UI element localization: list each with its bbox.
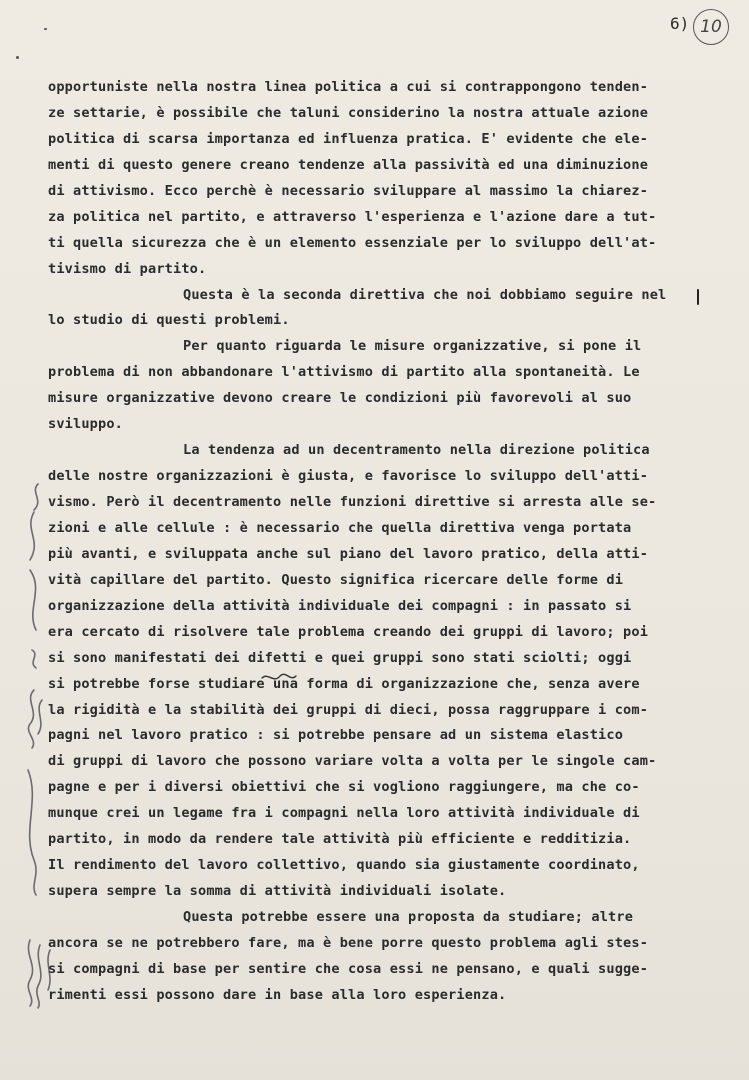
text-line: munque crei un legame fra i compagni nella loro attività individuale di [48,805,640,822]
paragraph-3 [48,438,708,905]
text-line: La tendenza ad un decentramento nella direzione politica [183,442,650,459]
text-line: partito, in modo da rendere tale attività più efficiente e redditizia. [48,831,632,848]
text-line: misure organizzative devono creare le condizioni più favorevoli al suo [48,390,632,407]
paragraph-2 [48,334,708,438]
text-line: politica di scarsa importanza ed influenza pratica. E' evidente che ele- [48,130,649,147]
text-line: era cercato di risolvere tale problema creando dei gruppi di lavoro; poi [48,623,649,640]
text-line: di attivismo. Ecco perchè è necessario sviluppare al massimo la chiarez- [48,182,649,199]
text-line: menti di questo genere creano tendenze alla passività ed una diminuzione [48,156,649,173]
text-line: Questa è la seconda direttiva che noi dobbiamo seguire nel [183,286,667,303]
margin-squiggle-mark [37,945,41,1008]
text-line: Il rendimento del lavoro collettivo, quando sia giustamente coordinato, [48,857,640,874]
text-line: zioni e alle cellule : è necessario che quella direttiva venga portata [48,519,632,536]
text-line: problema di non abbandonare l'attivismo di partito alla spontaneità. Le [48,364,640,381]
margin-bracket-mark [30,570,36,630]
margin-squiggle-mark [28,690,34,748]
text-line: ancora se ne potrebbero fare, ma è bene porre questo problema agli stes- [48,934,649,951]
text-line: si potrebbe forse studiare una forma di organizzazione che, senza avere [48,675,640,692]
text-line: pagne e per i diversi obiettivi che si vogliono raggiungere, ma che co- [48,779,640,796]
margin-squiggle-mark [28,940,32,1006]
text-line: lo studio di questi problemi. [48,312,290,329]
text-line: supera sempre la somma di attività individuali isolate. [48,883,507,900]
text-line: organizzazione della attività individuale dei compagni : in passato si [48,597,632,614]
text-line: opportuniste nella nostra linea politica a cui si contrappongono tenden- [48,79,649,95]
text-line: si sono manifestati dei difetti e quei gruppi sono stati sciolti; oggi [48,649,632,666]
text-line: vismo. Però il decentramento nelle funzioni direttive si arresta alle se- [48,494,657,510]
margin-bracket-mark [34,484,38,510]
typed-text-body [48,75,708,1009]
margin-bracket-mark [28,770,36,895]
page-number: 6) [670,14,690,33]
text-line: rimenti essi possono dare in base alla loro esperienza. [48,986,507,1003]
text-line: la rigidità e la stabilità dei gruppi di dieci, possa raggruppare i com- [48,701,649,718]
text-line: vità capillare del partito. Questo significa ricercare delle forme di [48,571,624,588]
text-line: Questa potrebbe essere una proposta da studiare; altre [183,909,634,925]
text-line: di gruppi di lavoro che possono variare volta a volta per le singole cam- [48,753,657,770]
text-line: tivismo di partito. [48,260,207,277]
paragraph-0 [48,75,708,283]
margin-bracket-mark [30,512,34,560]
handwritten-circled-page-number: 10 [693,9,729,45]
text-line: più avanti, e sviluppata anche sul piano del lavoro pratico, della atti- [48,545,649,562]
text-line: ti quella sicurezza che è un elemento essenziale per lo sviluppo dell'at- [48,234,657,251]
paragraph-4 [48,905,708,1009]
paragraph-1 [48,283,708,335]
text-line: delle nostre organizzazioni è giusta, e favorisce lo sviluppo dell'atti- [48,468,649,485]
text-line: si compagni di base per sentire che cosa essi ne pensano, e quali sugge- [48,960,649,977]
text-line: Per quanto riguarda le misure organizzative, si pone il [183,338,642,355]
text-line: ze settarie, è possibile che taluni considerino la nostra attuale azione [48,104,649,121]
margin-squiggle-mark [32,650,36,668]
text-line: za politica nel partito, e attraverso l'esperienza e l'azione dare a tut- [48,208,657,225]
text-line: pagni nel lavoro pratico : si potrebbe pensare ad un sistema elastico [48,727,624,744]
text-line: sviluppo. [48,416,124,433]
margin-squiggle-mark [38,700,42,734]
